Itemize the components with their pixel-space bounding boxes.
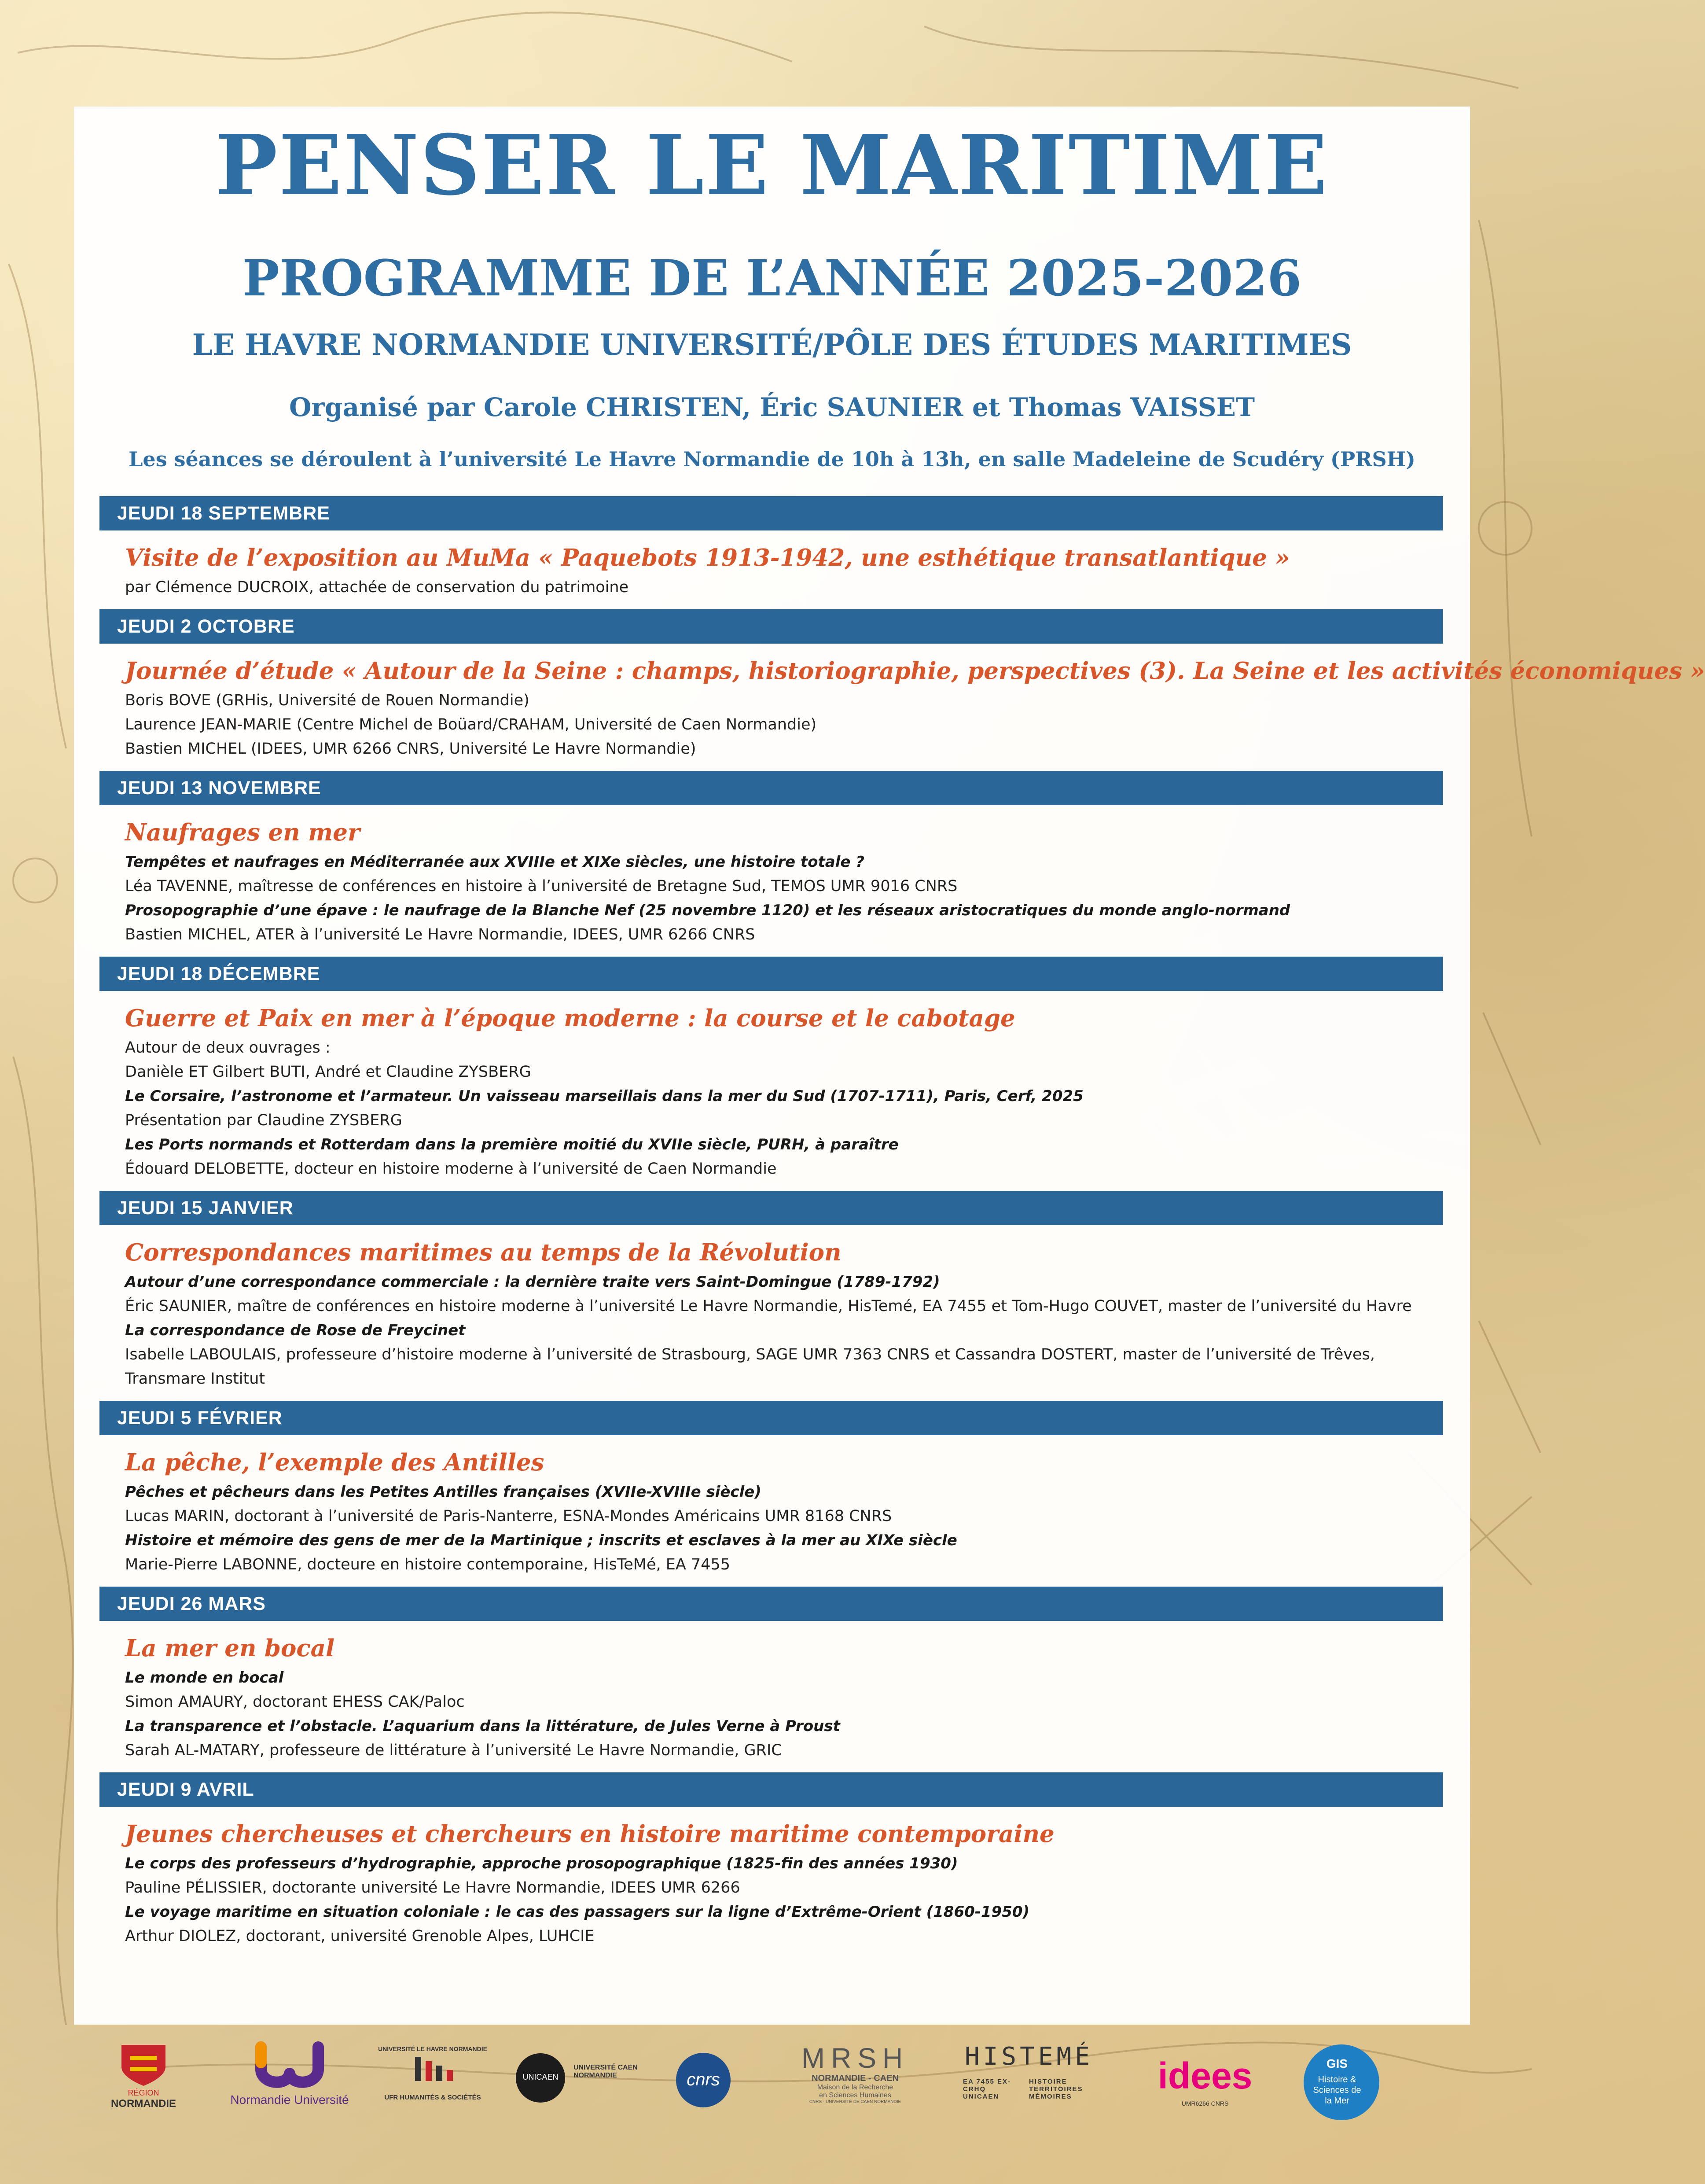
session-title: Naufrages en mer bbox=[125, 819, 360, 846]
session-date-bar: JEUDI 5 FÉVRIER bbox=[99, 1401, 1443, 1435]
session-talk-title: Le voyage maritime en situation coloniale : le cas des passagers sur la ligne d’Extrême-Orient (1860-1950) bbox=[125, 1903, 1030, 1921]
session-detail-line: par Clémence DUCROIX, attachée de conservation du patrimoine bbox=[125, 578, 629, 596]
session-talk-title: Le corps des professeurs d’hydrographie, approche prosopographique (1825-fin des années 1930) bbox=[125, 1855, 958, 1872]
session-content bbox=[99, 1807, 1443, 1958]
session-talk-title: Autour d’une correspondance commerciale : la dernière traite vers Saint-Domingue (1789-1792) bbox=[125, 1273, 940, 1291]
session-content bbox=[99, 644, 1705, 771]
session-detail-line: Danièle ET Gilbert BUTI, André et Claudine ZYSBERG bbox=[125, 1063, 531, 1081]
session-detail-line: Éric SAUNIER, maître de conférences en histoire moderne à l’université Le Havre Normandie, HisTemé, EA 7455 et Tom-Hugo COUVET, master de l’université du Havre bbox=[125, 1297, 1412, 1315]
session-block bbox=[99, 1587, 1443, 1772]
session-title: Journée d’étude « Autour de la Seine : champs, historiographie, perspectives (3). La Seine et les activités économiques » bbox=[125, 657, 1705, 685]
session-detail-line: Léa TAVENNE, maîtresse de conférences en histoire à l’université de Bretagne Sud, TEMOS UMR 9016 CNRS bbox=[125, 877, 958, 895]
cnrs-logo: cnrs bbox=[668, 2043, 739, 2122]
session-content bbox=[99, 805, 1443, 957]
session-title: Jeunes chercheuses et chercheurs en histoire maritime contemporaine bbox=[125, 1820, 1055, 1848]
session-detail-line: Bastien MICHEL, ATER à l’université Le Havre Normandie, IDEES, UMR 6266 CNRS bbox=[125, 926, 755, 943]
session-detail-line: Marie-Pierre LABONNE, docteure en histoire contemporaine, HisTeMé, EA 7455 bbox=[125, 1556, 731, 1573]
histeme-logo: HISTEMÉ EA 7455 EX-CRHQ UNICAEN HISTOIRE TERRITOIRES MÉMOIRES bbox=[963, 2042, 1093, 2100]
ufr-humanites-logo: UNIVERSITÉ LE HAVRE NORMANDIE UFR HUMANITÉS & SOCIÉTÉS bbox=[378, 2045, 487, 2101]
session-detail-line: Autour de deux ouvrages : bbox=[125, 1039, 331, 1057]
session-block bbox=[99, 957, 1443, 1191]
session-block bbox=[99, 1772, 1443, 1958]
session-detail-line: Boris BOVE (GRHis, Université de Rouen Normandie) bbox=[125, 692, 529, 709]
session-talk-title: Pêches et pêcheurs dans les Petites Antilles françaises (XVIIe-XVIIIe siècle) bbox=[125, 1483, 761, 1501]
session-content bbox=[99, 1435, 1443, 1587]
session-block bbox=[99, 609, 1705, 771]
session-detail-line: Isabelle LABOULAIS, professeure d’histoire moderne à l’université de Strasbourg, SAGE UMR 7363 CNRS et Cassandra DOSTERT, master de l’université de Trêves, Transmare Institut bbox=[125, 1346, 1375, 1388]
region-normandie-logo: RÉGION NORMANDIE bbox=[108, 2043, 179, 2122]
session-detail-line: Édouard DELOBETTE, docteur en histoire moderne à l’université de Caen Normandie bbox=[125, 1160, 777, 1178]
session-title: Correspondances maritimes au temps de la Révolution bbox=[125, 1239, 841, 1266]
gis-logo: GIS Histoire & Sciences de la Mer bbox=[1297, 2043, 1385, 2122]
session-detail-line: Pauline PÉLISSIER, doctorante université Le Havre Normandie, IDEES UMR 6266 bbox=[125, 1879, 740, 1897]
institution-line: LE HAVRE NORMANDIE UNIVERSITÉ/PÔLE DES ÉTUDES MARITIMES bbox=[192, 328, 1352, 362]
normandie-shield-icon bbox=[119, 2043, 168, 2087]
nu-mark-icon bbox=[252, 2043, 327, 2091]
session-date-bar: JEUDI 26 MARS bbox=[99, 1587, 1443, 1621]
session-date-bar: JEUDI 18 DÉCEMBRE bbox=[99, 957, 1443, 991]
session-talk-title: Prosopographie d’une épave : le naufrage de la Blanche Nef (25 novembre 1120) et les réseaux aristocratiques du monde anglo-normand bbox=[125, 902, 1290, 919]
session-block bbox=[99, 771, 1443, 957]
session-talk-title: Tempêtes et naufrages en Méditerranée aux XVIIIe et XIXe siècles, une histoire totale ? bbox=[125, 853, 864, 871]
session-talk-title: La transparence et l’obstacle. L’aquarium dans la littérature, de Jules Verne à Proust bbox=[125, 1717, 840, 1735]
mrsh-logo: MRSH NORMANDIE - CAEN Maison de la Recherche en Sciences Humaines CNRS · UNIVERSITÉ DE CAEN NORMANDIE bbox=[801, 2042, 909, 2104]
session-detail-line: Arthur DIOLEZ, doctorant, université Grenoble Alpes, LUHCIE bbox=[125, 1927, 595, 1945]
session-talk-title: Histoire et mémoire des gens de mer de la Martinique ; inscrits et esclaves à la mer au XIXe siècle bbox=[125, 1532, 957, 1549]
venue-line: Les séances se déroulent à l’université Le Havre Normandie de 10h à 13h, en salle Madeleine de Scudéry (PRSH) bbox=[129, 447, 1415, 471]
idees-logo: idees UMR6266 CNRS bbox=[1157, 2055, 1253, 2107]
session-title: La pêche, l’exemple des Antilles bbox=[125, 1449, 544, 1476]
session-talk-title: Le monde en bocal bbox=[125, 1669, 284, 1687]
organizers-line: Organisé par Carole CHRISTEN, Éric SAUNIER et Thomas VAISSET bbox=[289, 392, 1255, 422]
session-date-bar: JEUDI 15 JANVIER bbox=[99, 1191, 1443, 1225]
session-title: Visite de l’exposition au MuMa « Paquebots 1913-1942, une esthétique transatlantique » bbox=[125, 544, 1290, 571]
ufr-mark-icon bbox=[406, 2052, 459, 2092]
partner-logos bbox=[74, 2043, 1470, 2122]
session-title: Guerre et Paix en mer à l’époque moderne : la course et le cabotage bbox=[125, 1005, 1015, 1032]
session-detail-line: Laurence JEAN-MARIE (Centre Michel de Boüard/CRAHAM, Université de Caen Normandie) bbox=[125, 716, 817, 733]
session-talk-title: La correspondance de Rose de Freycinet bbox=[125, 1322, 466, 1339]
session-date-bar: JEUDI 9 AVRIL bbox=[99, 1772, 1443, 1807]
sessions-list bbox=[99, 496, 1705, 1958]
content-panel bbox=[74, 107, 1705, 2025]
unicaen-logo: UNICAEN UNIVERSITÉ CAEN NORMANDIE bbox=[514, 2043, 655, 2122]
main-title: PENSER LE MARITIME bbox=[215, 117, 1329, 214]
session-content bbox=[99, 530, 1443, 609]
session-block bbox=[99, 1401, 1443, 1587]
session-block bbox=[99, 496, 1443, 609]
session-date-bar: JEUDI 18 SEPTEMBRE bbox=[99, 496, 1443, 530]
session-detail-line: Simon AMAURY, doctorant EHESS CAK/Paloc bbox=[125, 1693, 465, 1711]
session-talk-title: Les Ports normands et Rotterdam dans la première moitié du XVIIe siècle, PURH, à paraître bbox=[125, 1136, 899, 1153]
session-content bbox=[99, 1621, 1443, 1772]
normandie-universite-logo: Normandie Université bbox=[219, 2043, 360, 2122]
session-detail-line: Présentation par Claudine ZYSBERG bbox=[125, 1112, 402, 1129]
session-title: La mer en bocal bbox=[125, 1635, 335, 1662]
session-block bbox=[99, 1191, 1443, 1401]
session-talk-title: Le Corsaire, l’astronome et l’armateur. Un vaisseau marseillais dans la mer du Sud (1707-1711), Paris, Cerf, 2025 bbox=[125, 1087, 1084, 1105]
session-detail-line: Sarah AL-MATARY, professeure de littérature à l’université Le Havre Normandie, GRIC bbox=[125, 1742, 782, 1759]
program-subtitle: PROGRAMME DE L’ANNÉE 2025-2026 bbox=[242, 250, 1302, 307]
session-date-bar: JEUDI 2 OCTOBRE bbox=[99, 609, 1443, 644]
session-content bbox=[99, 1225, 1443, 1401]
session-content bbox=[99, 991, 1443, 1191]
session-detail-line: Lucas MARIN, doctorant à l’université de Paris-Nanterre, ESNA-Mondes Américains UMR 8168 CNRS bbox=[125, 1507, 892, 1525]
session-detail-line: Bastien MICHEL (IDEES, UMR 6266 CNRS, Université Le Havre Normandie) bbox=[125, 740, 696, 758]
session-date-bar: JEUDI 13 NOVEMBRE bbox=[99, 771, 1443, 805]
